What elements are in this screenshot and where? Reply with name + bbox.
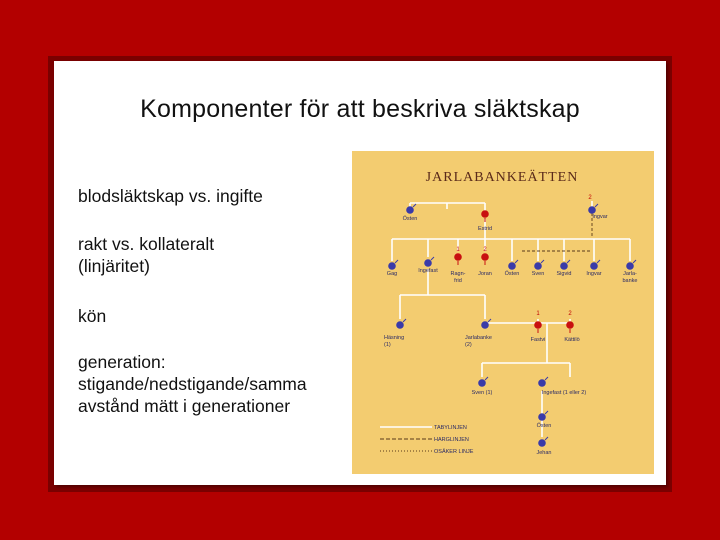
slide-title: Komponenter för att beskriva släktskap bbox=[140, 95, 580, 123]
family-tree-diagram bbox=[352, 151, 654, 474]
marriage-number: 2 bbox=[568, 311, 572, 317]
person-male-icon bbox=[626, 260, 636, 270]
person-female-icon bbox=[481, 253, 489, 265]
bullet-text: generation: bbox=[78, 352, 166, 372]
person-male-icon bbox=[481, 319, 491, 329]
person-male-icon bbox=[588, 204, 598, 214]
person-name: Kättilö bbox=[564, 337, 580, 343]
person-name: Gag bbox=[386, 271, 398, 277]
legend-label: TABYLINJEN bbox=[434, 425, 467, 431]
marriage-number: 1 bbox=[456, 247, 460, 253]
marriage-number: 1 bbox=[536, 311, 540, 317]
family-tree-image bbox=[352, 151, 654, 474]
person-name: Ingvar bbox=[592, 214, 608, 220]
person-name: (2) bbox=[465, 342, 472, 348]
bullet-text: kön bbox=[78, 306, 107, 326]
person-male-icon bbox=[396, 319, 406, 329]
person-name: Sven bbox=[531, 271, 545, 277]
person-male-icon bbox=[406, 204, 416, 214]
person-name: banke bbox=[622, 278, 638, 284]
legend-label: OSÄKER LINJE bbox=[434, 449, 474, 455]
person-name: Joran bbox=[478, 271, 492, 277]
person-male-icon bbox=[538, 437, 548, 447]
person-name: Jarlabanke bbox=[465, 335, 492, 341]
person-name: Jehan bbox=[536, 450, 552, 456]
person-male-icon bbox=[538, 411, 548, 421]
bullet-text: blodsläktskap vs. ingifte bbox=[78, 186, 263, 206]
marriage-number: 2 bbox=[588, 195, 592, 201]
person-male-icon bbox=[508, 260, 518, 270]
person-male-icon bbox=[590, 260, 600, 270]
person-name: Östen bbox=[402, 216, 418, 222]
tree-lines bbox=[392, 201, 630, 437]
person-male-icon bbox=[388, 260, 398, 270]
person-name: Jarla- bbox=[623, 271, 637, 277]
person-name: Ingefast bbox=[418, 268, 438, 274]
person-female-icon bbox=[534, 321, 542, 333]
harg-line bbox=[522, 213, 592, 251]
bullet-text: stigande/nedstigande/samma bbox=[78, 374, 307, 394]
person-name: Häsning bbox=[384, 335, 405, 341]
person-name: Östen bbox=[536, 423, 552, 429]
person-male-icon bbox=[478, 377, 488, 387]
person-name: (1) bbox=[384, 342, 391, 348]
person-female-icon bbox=[454, 253, 462, 265]
person-name: Ingvar bbox=[586, 271, 602, 277]
person-female-icon bbox=[481, 210, 489, 222]
legend-label: HARGLINJEN bbox=[434, 437, 469, 443]
bullet-text: avstånd mätt i generationer bbox=[78, 396, 291, 416]
person-name: Fastvi bbox=[530, 337, 546, 343]
person-name: Sigvid bbox=[556, 271, 572, 277]
person-name: Östen bbox=[504, 271, 520, 277]
person-name: frid bbox=[454, 278, 462, 284]
tree-heading: JARLABANKEÄTTEN bbox=[425, 170, 579, 185]
person-name: Sven (1) bbox=[471, 390, 493, 396]
person-name: Estrid bbox=[477, 226, 493, 232]
tree-legend bbox=[380, 425, 474, 455]
bullet-text: (linjäritet) bbox=[78, 256, 150, 276]
person-male-icon bbox=[534, 260, 544, 270]
tree-names bbox=[384, 214, 638, 456]
person-male-icon bbox=[424, 257, 434, 267]
person-name: Ingefast (1 eller 2) bbox=[541, 390, 587, 396]
person-male-icon bbox=[560, 260, 570, 270]
person-male-icon bbox=[538, 377, 548, 387]
marriage-number: 2 bbox=[483, 247, 487, 253]
person-female-icon bbox=[566, 321, 574, 333]
bullet-text: rakt vs. kollateralt bbox=[78, 234, 215, 254]
person-name: Ragn- bbox=[450, 271, 466, 277]
